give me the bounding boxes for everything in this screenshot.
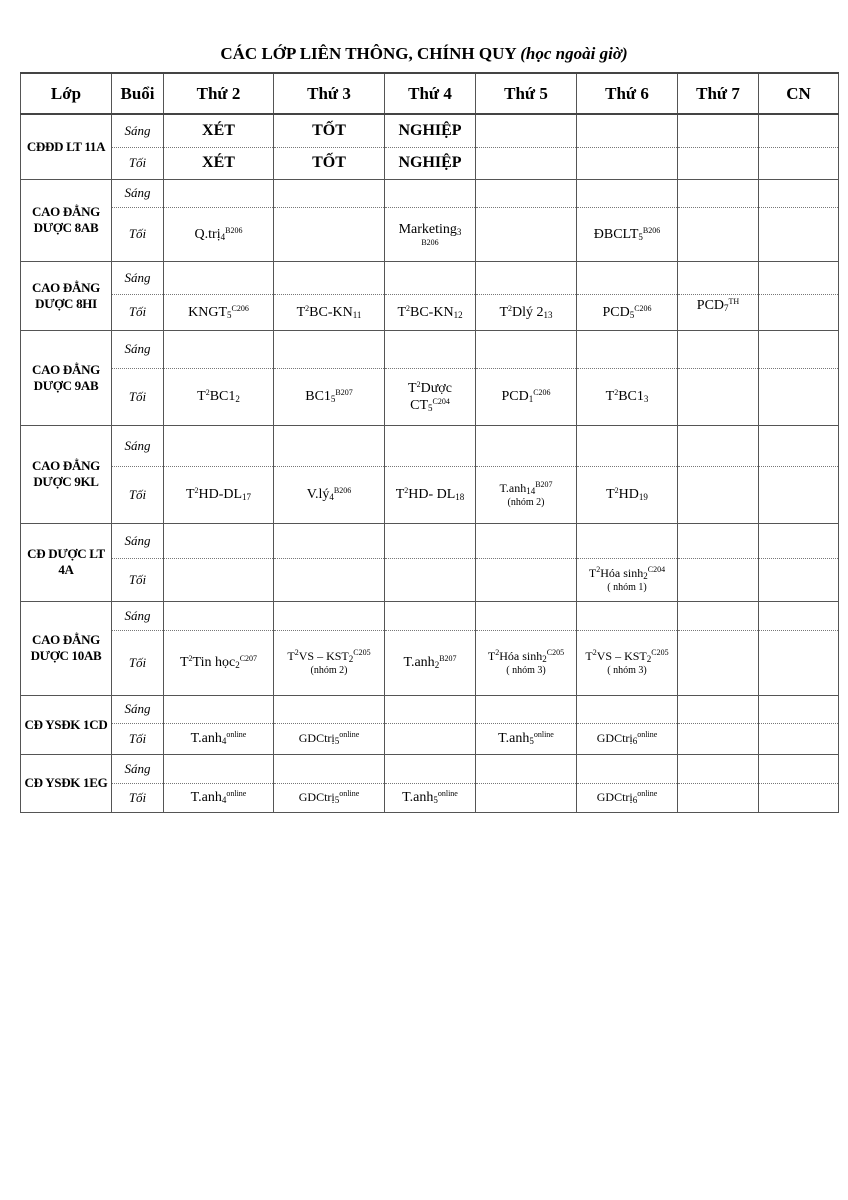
schedule-cell: T.anh$_{14}^{B207}$ (nhóm 2) <box>476 466 577 523</box>
schedule-cell <box>476 114 577 147</box>
schedule-cell <box>577 601 678 630</box>
schedule-cell <box>678 207 759 261</box>
table-row <box>21 114 839 147</box>
schedule-cell: NGHIỆP <box>385 114 476 147</box>
session-label: Sáng <box>112 179 164 207</box>
schedule-cell <box>759 330 839 368</box>
schedule-cell: T.anh$_2^{B207}$ <box>385 630 476 695</box>
schedule-cell: $KNGT_5^{C206}$ <box>164 294 274 330</box>
schedule-cell: GDCtrị$_6^{online}$ <box>577 723 678 754</box>
class-name: CĐ YSĐK 1CD <box>21 695 112 754</box>
schedule-cell <box>678 558 759 601</box>
schedule-cell <box>274 558 385 601</box>
schedule-cell <box>759 630 839 695</box>
class-name: CAO ĐẲNG DƯỢC 8AB <box>21 179 112 261</box>
schedule-cell: XÉT <box>164 147 274 179</box>
table-row <box>21 425 839 466</box>
schedule-cell <box>678 425 759 466</box>
header-lop: Lớp <box>21 73 112 114</box>
schedule-cell: T.anh$_5^{online}$ <box>385 783 476 812</box>
schedule-cell: $T^2Tin$ học$_2^{C207}$ <box>164 630 274 695</box>
class-name: CAO ĐẲNG DƯỢC 9KL <box>21 425 112 523</box>
schedule-cell: GDCtrị$_5^{online}$ <box>274 783 385 812</box>
header-thu3: Thứ 3 <box>274 73 385 114</box>
schedule-cell <box>476 330 577 368</box>
class-name: CAO ĐẲNG DƯỢC 9AB <box>21 330 112 425</box>
schedule-cell <box>577 523 678 558</box>
schedule-cell <box>385 425 476 466</box>
class-name: CAO ĐẲNG DƯỢC 10AB <box>21 601 112 695</box>
schedule-cell <box>385 695 476 723</box>
schedule-cell <box>577 330 678 368</box>
header-thu7: Thứ 7 <box>678 73 759 114</box>
schedule-cell <box>476 179 577 207</box>
schedule-cell <box>678 114 759 147</box>
schedule-cell: $T^2VS - KST_2^{C205}$ (nhóm 2) <box>274 630 385 695</box>
class-name: CĐ DƯỢC LT 4A <box>21 523 112 601</box>
schedule-cell <box>577 114 678 147</box>
schedule-cell <box>385 558 476 601</box>
schedule-cell <box>164 330 274 368</box>
schedule-cell: $T^2Hóa$ $\sinh_2^{C204}$ ( nhóm 1) <box>577 558 678 601</box>
table-row <box>21 523 839 558</box>
session-label: Sáng <box>112 601 164 630</box>
schedule-cell <box>678 601 759 630</box>
table-row <box>21 179 839 207</box>
table-row <box>21 695 839 723</box>
schedule-cell <box>385 723 476 754</box>
schedule-cell <box>759 723 839 754</box>
title-note: (học ngoài giờ) <box>520 44 628 63</box>
table-row <box>21 630 839 695</box>
schedule-cell <box>678 330 759 368</box>
schedule-cell <box>476 523 577 558</box>
schedule-cell: $PCD_5^{C206}$ <box>577 294 678 330</box>
session-label: Sáng <box>112 425 164 466</box>
schedule-cell <box>476 754 577 783</box>
schedule-cell <box>678 147 759 179</box>
schedule-cell: TỐT <box>274 147 385 179</box>
schedule-cell <box>274 207 385 261</box>
schedule-cell <box>678 466 759 523</box>
schedule-cell: $T^2BC1_3$ <box>577 368 678 425</box>
schedule-cell <box>759 179 839 207</box>
schedule-cell <box>274 754 385 783</box>
schedule-cell <box>385 261 476 294</box>
schedule-cell: $T^2VS - KST_2^{C205}$ ( nhóm 3) <box>577 630 678 695</box>
schedule-cell: $T^2HD-DL_{17}$ <box>164 466 274 523</box>
schedule-cell: $BC1_5^{B207}$ <box>274 368 385 425</box>
schedule-cell <box>164 695 274 723</box>
schedule-cell: T.anh$_5^{online}$ <box>476 723 577 754</box>
schedule-cell <box>678 261 759 294</box>
schedule-cell: T.anh$_4^{online}$ <box>164 723 274 754</box>
session-label: Sáng <box>112 114 164 147</box>
session-label: Tối <box>112 294 164 330</box>
page-title: CÁC LỚP LIÊN THÔNG, CHÍNH QUY (học ngoài giờ) <box>220 44 628 63</box>
schedule-cell <box>678 630 759 695</box>
schedule-cell <box>164 754 274 783</box>
schedule-cell: T.anh$_4^{online}$ <box>164 783 274 812</box>
schedule-cell <box>385 523 476 558</box>
session-label: Sáng <box>112 754 164 783</box>
header-row <box>21 73 839 114</box>
table-row <box>21 754 839 783</box>
class-name: CAO ĐẲNG DƯỢC 8HI <box>21 261 112 330</box>
table-row <box>21 723 839 754</box>
table-row <box>21 466 839 523</box>
schedule-cell: NGHIỆP <box>385 147 476 179</box>
schedule-cell: $T^2Dược$ $CT_5^{C204}$ <box>385 368 476 425</box>
table-row <box>21 207 839 261</box>
schedule-cell <box>274 179 385 207</box>
schedule-cell <box>678 179 759 207</box>
schedule-cell <box>385 330 476 368</box>
schedule-cell <box>759 783 839 812</box>
schedule-cell <box>678 695 759 723</box>
schedule-cell <box>759 261 839 294</box>
schedule-cell <box>759 114 839 147</box>
header-thu6: Thứ 6 <box>577 73 678 114</box>
table-row <box>21 330 839 368</box>
session-label: Tối <box>112 368 164 425</box>
schedule-cell <box>274 695 385 723</box>
table-row <box>21 261 839 294</box>
schedule-cell: $PCD_1^{C206}$ <box>476 368 577 425</box>
schedule-cell <box>164 601 274 630</box>
schedule-cell <box>759 294 839 330</box>
schedule-cell <box>274 601 385 630</box>
session-label: Sáng <box>112 523 164 558</box>
session-label: Tối <box>112 207 164 261</box>
schedule-cell <box>577 261 678 294</box>
schedule-cell: GDCtrị$_5^{online}$ <box>274 723 385 754</box>
session-label: Sáng <box>112 695 164 723</box>
schedule-cell <box>759 368 839 425</box>
schedule-cell <box>577 179 678 207</box>
schedule-cell <box>476 207 577 261</box>
schedule-cell: XÉT <box>164 114 274 147</box>
schedule-cell: GDCtrị$_6^{online}$ <box>577 783 678 812</box>
schedule-cell <box>476 425 577 466</box>
table-row <box>21 294 839 330</box>
schedule-cell: $T^2HD-$ $DL_{18}$ <box>385 466 476 523</box>
schedule-cell <box>274 330 385 368</box>
table-row <box>21 783 839 812</box>
schedule-cell <box>678 783 759 812</box>
schedule-cell: $V.lý_4^{B206}$ <box>274 466 385 523</box>
schedule-cell <box>759 695 839 723</box>
schedule-cell <box>759 466 839 523</box>
schedule-cell <box>164 261 274 294</box>
schedule-cell <box>678 368 759 425</box>
schedule-cell <box>476 601 577 630</box>
schedule-table <box>20 72 839 813</box>
schedule-cell: Q.trị$_4^{B206}$ <box>164 207 274 261</box>
schedule-cell <box>385 601 476 630</box>
header-thu5: Thứ 5 <box>476 73 577 114</box>
schedule-cell <box>678 754 759 783</box>
schedule-cell: $T^2BC-KN_{12}$ <box>385 294 476 330</box>
schedule-cell: $ĐBCLT_5^{B206}$ <box>577 207 678 261</box>
schedule-cell: $T^2BC-KN_{11}$ <box>274 294 385 330</box>
header-thu4: Thứ 4 <box>385 73 476 114</box>
schedule-cell <box>476 261 577 294</box>
schedule-cell <box>759 147 839 179</box>
schedule-cell: Marketing$_3$ B206 <box>385 207 476 261</box>
schedule-cell <box>274 261 385 294</box>
schedule-cell <box>476 558 577 601</box>
schedule-cell: $T^2BC1_2$ <box>164 368 274 425</box>
header-cn: CN <box>759 73 839 114</box>
session-label: Sáng <box>112 330 164 368</box>
schedule-cell <box>476 147 577 179</box>
header-thu2: Thứ 2 <box>164 73 274 114</box>
schedule-cell <box>759 601 839 630</box>
table-row <box>21 147 839 179</box>
schedule-cell <box>577 754 678 783</box>
schedule-cell <box>759 425 839 466</box>
session-label: Tối <box>112 630 164 695</box>
schedule-cell <box>476 695 577 723</box>
schedule-cell <box>678 723 759 754</box>
schedule-cell <box>385 754 476 783</box>
schedule-cell <box>274 425 385 466</box>
session-label: Sáng <box>112 261 164 294</box>
schedule-cell: $T^2Hóa$ $\sinh_2^{C205}$ ( nhóm 3) <box>476 630 577 695</box>
schedule-cell: $T^2HD_{19}$ <box>577 466 678 523</box>
schedule-cell <box>759 523 839 558</box>
class-name: CĐĐD LT 11A <box>21 114 112 179</box>
schedule-cell <box>164 523 274 558</box>
schedule-cell <box>759 754 839 783</box>
schedule-cell: $PCD_7^{TH}$ <box>678 294 759 330</box>
session-label: Tối <box>112 783 164 812</box>
schedule-cell <box>385 179 476 207</box>
schedule-cell: TỐT <box>274 114 385 147</box>
schedule-cell <box>759 207 839 261</box>
schedule-cell <box>476 783 577 812</box>
session-label: Tối <box>112 558 164 601</box>
schedule-cell <box>577 695 678 723</box>
session-label: Tối <box>112 466 164 523</box>
schedule-cell <box>164 179 274 207</box>
header-buoi: Buổi <box>112 73 164 114</box>
table-row <box>21 368 839 425</box>
session-label: Tối <box>112 147 164 179</box>
schedule-cell <box>274 523 385 558</box>
schedule-cell <box>577 147 678 179</box>
schedule-cell <box>759 558 839 601</box>
session-label: Tối <box>112 723 164 754</box>
schedule-cell <box>678 523 759 558</box>
class-name: CĐ YSĐK 1EG <box>21 754 112 812</box>
schedule-cell <box>164 558 274 601</box>
schedule-cell: $T^2Dlý$ $2_{13}$ <box>476 294 577 330</box>
table-row <box>21 601 839 630</box>
schedule-cell <box>164 425 274 466</box>
table-row <box>21 558 839 601</box>
schedule-cell <box>577 425 678 466</box>
